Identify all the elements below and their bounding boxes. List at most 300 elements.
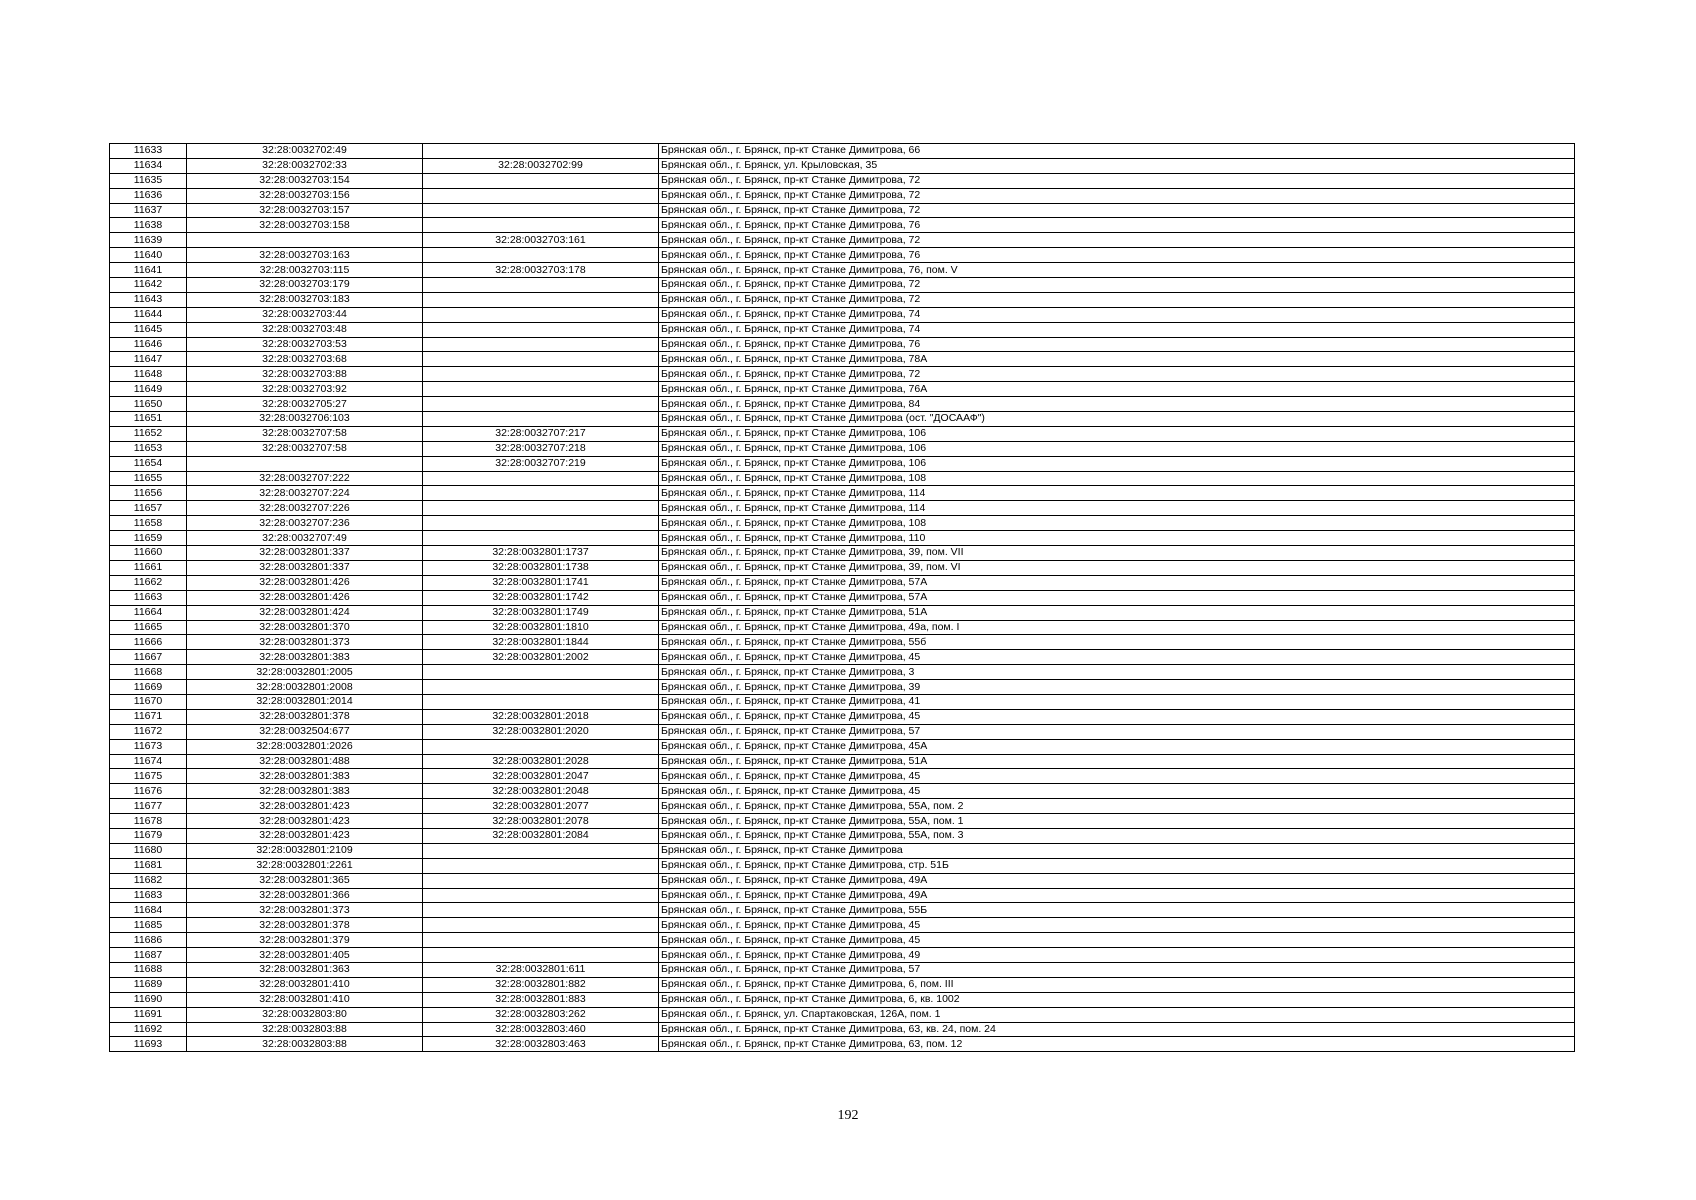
related-cadastral-number-cell: 32:28:0032801:882 bbox=[423, 977, 659, 992]
cadastral-number-cell: 32:28:0032801:488 bbox=[187, 754, 423, 769]
cadastral-number-cell: 32:28:0032707:58 bbox=[187, 426, 423, 441]
row-number-cell: 11672 bbox=[110, 724, 187, 739]
row-number-cell: 11652 bbox=[110, 426, 187, 441]
related-cadastral-number-cell: 32:28:0032801:2018 bbox=[423, 709, 659, 724]
table-row bbox=[110, 724, 1575, 739]
table-row bbox=[110, 650, 1575, 665]
table-row bbox=[110, 352, 1575, 367]
related-cadastral-number-cell: 32:28:0032801:2002 bbox=[423, 650, 659, 665]
related-cadastral-number-cell bbox=[423, 218, 659, 233]
row-number-cell: 11636 bbox=[110, 188, 187, 203]
cadastral-number-cell: 32:28:0032801:423 bbox=[187, 799, 423, 814]
address-cell: Брянская обл., г. Брянск, пр-кт Станке Димитрова, 72 bbox=[659, 233, 1575, 248]
row-number-cell: 11658 bbox=[110, 516, 187, 531]
table-row bbox=[110, 888, 1575, 903]
related-cadastral-number-cell: 32:28:0032801:1749 bbox=[423, 605, 659, 620]
table-row bbox=[110, 769, 1575, 784]
address-cell: Брянская обл., г. Брянск, пр-кт Станке Димитрова, 55А, пом. 1 bbox=[659, 814, 1575, 829]
related-cadastral-number-cell bbox=[423, 739, 659, 754]
cadastral-number-cell: 32:28:0032801:379 bbox=[187, 933, 423, 948]
row-number-cell: 11647 bbox=[110, 352, 187, 367]
address-cell: Брянская обл., г. Брянск, пр-кт Станке Димитрова, 51А bbox=[659, 605, 1575, 620]
cadastral-number-cell: 32:28:0032801:426 bbox=[187, 575, 423, 590]
address-cell: Брянская обл., г. Брянск, ул. Крыловская, 35 bbox=[659, 158, 1575, 173]
cadastral-number-cell: 32:28:0032801:2261 bbox=[187, 858, 423, 873]
row-number-cell: 11687 bbox=[110, 948, 187, 963]
cadastral-number-cell: 32:28:0032707:224 bbox=[187, 486, 423, 501]
related-cadastral-number-cell: 32:28:0032801:2020 bbox=[423, 724, 659, 739]
related-cadastral-number-cell: 32:28:0032803:460 bbox=[423, 1022, 659, 1037]
table-row bbox=[110, 858, 1575, 873]
row-number-cell: 11677 bbox=[110, 799, 187, 814]
row-number-cell: 11674 bbox=[110, 754, 187, 769]
row-number-cell: 11692 bbox=[110, 1022, 187, 1037]
table-row bbox=[110, 1037, 1575, 1052]
address-cell: Брянская обл., г. Брянск, пр-кт Станке Димитрова, 76А bbox=[659, 382, 1575, 397]
related-cadastral-number-cell bbox=[423, 203, 659, 218]
cadastral-number-cell: 32:28:0032803:80 bbox=[187, 1007, 423, 1022]
table-row bbox=[110, 278, 1575, 293]
address-cell: Брянская обл., г. Брянск, пр-кт Станке Димитрова, 45 bbox=[659, 650, 1575, 665]
cadastral-number-cell: 32:28:0032703:158 bbox=[187, 218, 423, 233]
row-number-cell: 11682 bbox=[110, 873, 187, 888]
related-cadastral-number-cell bbox=[423, 948, 659, 963]
address-cell: Брянская обл., г. Брянск, пр-кт Станке Димитрова, 114 bbox=[659, 486, 1575, 501]
cadastral-number-cell: 32:28:0032801:383 bbox=[187, 769, 423, 784]
address-cell: Брянская обл., г. Брянск, пр-кт Станке Димитрова, стр. 51Б bbox=[659, 858, 1575, 873]
table-row bbox=[110, 337, 1575, 352]
cadastral-number-cell: 32:28:0032703:183 bbox=[187, 292, 423, 307]
table-row bbox=[110, 471, 1575, 486]
row-number-cell: 11669 bbox=[110, 680, 187, 695]
row-number-cell: 11666 bbox=[110, 635, 187, 650]
table-row bbox=[110, 948, 1575, 963]
address-cell: Брянская обл., г. Брянск, пр-кт Станке Димитрова, 76, пом. V bbox=[659, 263, 1575, 278]
table-row bbox=[110, 933, 1575, 948]
row-number-cell: 11643 bbox=[110, 292, 187, 307]
row-number-cell: 11667 bbox=[110, 650, 187, 665]
address-cell: Брянская обл., г. Брянск, пр-кт Станке Димитрова, 76 bbox=[659, 337, 1575, 352]
cadastral-number-cell: 32:28:0032706:103 bbox=[187, 412, 423, 427]
cadastral-number-cell: 32:28:0032801:2026 bbox=[187, 739, 423, 754]
address-cell: Брянская обл., г. Брянск, пр-кт Станке Димитрова, 41 bbox=[659, 694, 1575, 709]
table-row bbox=[110, 501, 1575, 516]
table-row bbox=[110, 233, 1575, 248]
address-cell: Брянская обл., г. Брянск, пр-кт Станке Димитрова, 3 bbox=[659, 665, 1575, 680]
row-number-cell: 11675 bbox=[110, 769, 187, 784]
table-row bbox=[110, 382, 1575, 397]
address-cell: Брянская обл., г. Брянск, пр-кт Станке Димитрова, 45 bbox=[659, 769, 1575, 784]
table-row bbox=[110, 903, 1575, 918]
related-cadastral-number-cell: 32:28:0032803:463 bbox=[423, 1037, 659, 1052]
table-row bbox=[110, 516, 1575, 531]
row-number-cell: 11640 bbox=[110, 248, 187, 263]
related-cadastral-number-cell: 32:28:0032801:1741 bbox=[423, 575, 659, 590]
address-cell: Брянская обл., г. Брянск, пр-кт Станке Димитрова, 55б bbox=[659, 635, 1575, 650]
address-cell: Брянская обл., г. Брянск, пр-кт Станке Димитрова, 78А bbox=[659, 352, 1575, 367]
related-cadastral-number-cell bbox=[423, 531, 659, 546]
cadastral-number-cell: 32:28:0032803:88 bbox=[187, 1022, 423, 1037]
row-number-cell: 11660 bbox=[110, 546, 187, 561]
row-number-cell: 11678 bbox=[110, 814, 187, 829]
related-cadastral-number-cell bbox=[423, 248, 659, 263]
table-row bbox=[110, 709, 1575, 724]
address-cell: Брянская обл., г. Брянск, пр-кт Станке Димитрова, 39, пом. VI bbox=[659, 560, 1575, 575]
address-cell: Брянская обл., г. Брянск, пр-кт Станке Димитрова, 45 bbox=[659, 918, 1575, 933]
related-cadastral-number-cell: 32:28:0032707:219 bbox=[423, 456, 659, 471]
related-cadastral-number-cell bbox=[423, 322, 659, 337]
cadastral-number-cell: 32:28:0032703:156 bbox=[187, 188, 423, 203]
table-row bbox=[110, 665, 1575, 680]
address-cell: Брянская обл., г. Брянск, пр-кт Станке Димитрова, 76 bbox=[659, 248, 1575, 263]
address-cell: Брянская обл., г. Брянск, пр-кт Станке Димитрова, 72 bbox=[659, 367, 1575, 382]
related-cadastral-number-cell bbox=[423, 888, 659, 903]
row-number-cell: 11688 bbox=[110, 962, 187, 977]
address-cell: Брянская обл., г. Брянск, пр-кт Станке Димитрова, 84 bbox=[659, 397, 1575, 412]
address-cell: Брянская обл., г. Брянск, ул. Спартаковская, 126А, пом. 1 bbox=[659, 1007, 1575, 1022]
table-row bbox=[110, 456, 1575, 471]
related-cadastral-number-cell: 32:28:0032801:2084 bbox=[423, 828, 659, 843]
table-row bbox=[110, 784, 1575, 799]
row-number-cell: 11645 bbox=[110, 322, 187, 337]
cadastral-number-cell: 32:28:0032801:423 bbox=[187, 814, 423, 829]
cadastral-number-cell: 32:28:0032705:27 bbox=[187, 397, 423, 412]
page-number: 192 bbox=[837, 1108, 859, 1123]
related-cadastral-number-cell bbox=[423, 501, 659, 516]
address-cell: Брянская обл., г. Брянск, пр-кт Станке Димитрова, 74 bbox=[659, 322, 1575, 337]
related-cadastral-number-cell: 32:28:0032801:2048 bbox=[423, 784, 659, 799]
row-number-cell: 11649 bbox=[110, 382, 187, 397]
table-row bbox=[110, 307, 1575, 322]
row-number-cell: 11638 bbox=[110, 218, 187, 233]
row-number-cell: 11635 bbox=[110, 173, 187, 188]
cadastral-number-cell: 32:28:0032801:370 bbox=[187, 620, 423, 635]
related-cadastral-number-cell bbox=[423, 858, 659, 873]
table-row bbox=[110, 188, 1575, 203]
address-cell: Брянская обл., г. Брянск, пр-кт Станке Димитрова, 72 bbox=[659, 173, 1575, 188]
row-number-cell: 11646 bbox=[110, 337, 187, 352]
cadastral-number-cell: 32:28:0032703:48 bbox=[187, 322, 423, 337]
table-row bbox=[110, 590, 1575, 605]
table-row bbox=[110, 962, 1575, 977]
table-row bbox=[110, 546, 1575, 561]
address-cell: Брянская обл., г. Брянск, пр-кт Станке Димитрова, 106 bbox=[659, 456, 1575, 471]
cadastral-number-cell: 32:28:0032707:222 bbox=[187, 471, 423, 486]
cadastral-number-cell: 32:28:0032707:236 bbox=[187, 516, 423, 531]
related-cadastral-number-cell bbox=[423, 486, 659, 501]
row-number-cell: 11655 bbox=[110, 471, 187, 486]
address-cell: Брянская обл., г. Брянск, пр-кт Станке Димитрова, 55Б bbox=[659, 903, 1575, 918]
related-cadastral-number-cell bbox=[423, 367, 659, 382]
related-cadastral-number-cell: 32:28:0032703:178 bbox=[423, 263, 659, 278]
address-cell: Брянская обл., г. Брянск, пр-кт Станке Димитрова, 6, кв. 1002 bbox=[659, 992, 1575, 1007]
row-number-cell: 11670 bbox=[110, 694, 187, 709]
related-cadastral-number-cell bbox=[423, 307, 659, 322]
cadastral-number-cell: 32:28:0032703:68 bbox=[187, 352, 423, 367]
row-number-cell: 11691 bbox=[110, 1007, 187, 1022]
related-cadastral-number-cell: 32:28:0032801:2077 bbox=[423, 799, 659, 814]
related-cadastral-number-cell bbox=[423, 292, 659, 307]
registry-table bbox=[109, 143, 1575, 1052]
cadastral-number-cell: 32:28:0032801:424 bbox=[187, 605, 423, 620]
row-number-cell: 11657 bbox=[110, 501, 187, 516]
row-number-cell: 11648 bbox=[110, 367, 187, 382]
cadastral-number-cell: 32:28:0032801:383 bbox=[187, 650, 423, 665]
related-cadastral-number-cell: 32:28:0032801:611 bbox=[423, 962, 659, 977]
table-row bbox=[110, 575, 1575, 590]
address-cell: Брянская обл., г. Брянск, пр-кт Станке Димитрова, 57А bbox=[659, 575, 1575, 590]
cadastral-number-cell: 32:28:0032703:163 bbox=[187, 248, 423, 263]
address-cell: Брянская обл., г. Брянск, пр-кт Станке Димитрова, 49 bbox=[659, 948, 1575, 963]
table-row bbox=[110, 322, 1575, 337]
related-cadastral-number-cell: 32:28:0032801:1844 bbox=[423, 635, 659, 650]
address-cell: Брянская обл., г. Брянск, пр-кт Станке Димитрова, 57 bbox=[659, 724, 1575, 739]
address-cell: Брянская обл., г. Брянск, пр-кт Станке Димитрова, 55А, пом. 3 bbox=[659, 828, 1575, 843]
cadastral-number-cell: 32:28:0032703:88 bbox=[187, 367, 423, 382]
row-number-cell: 11651 bbox=[110, 412, 187, 427]
related-cadastral-number-cell: 32:28:0032707:217 bbox=[423, 426, 659, 441]
address-cell: Брянская обл., г. Брянск, пр-кт Станке Димитрова, 76 bbox=[659, 218, 1575, 233]
row-number-cell: 11681 bbox=[110, 858, 187, 873]
cadastral-number-cell: 32:28:0032703:179 bbox=[187, 278, 423, 293]
cadastral-number-cell bbox=[187, 456, 423, 471]
table-row bbox=[110, 560, 1575, 575]
cadastral-number-cell: 32:28:0032801:337 bbox=[187, 546, 423, 561]
cadastral-number-cell: 32:28:0032801:405 bbox=[187, 948, 423, 963]
table-row bbox=[110, 397, 1575, 412]
cadastral-number-cell: 32:28:0032801:365 bbox=[187, 873, 423, 888]
table-row bbox=[110, 263, 1575, 278]
table-row bbox=[110, 620, 1575, 635]
table-row bbox=[110, 486, 1575, 501]
table-row bbox=[110, 680, 1575, 695]
related-cadastral-number-cell bbox=[423, 694, 659, 709]
cadastral-number-cell: 32:28:0032801:378 bbox=[187, 918, 423, 933]
related-cadastral-number-cell bbox=[423, 278, 659, 293]
row-number-cell: 11661 bbox=[110, 560, 187, 575]
cadastral-number-cell: 32:28:0032801:423 bbox=[187, 828, 423, 843]
address-cell: Брянская обл., г. Брянск, пр-кт Станке Димитрова, 106 bbox=[659, 441, 1575, 456]
related-cadastral-number-cell bbox=[423, 516, 659, 531]
row-number-cell: 11680 bbox=[110, 843, 187, 858]
cadastral-number-cell: 32:28:0032702:49 bbox=[187, 144, 423, 159]
address-cell: Брянская обл., г. Брянск, пр-кт Станке Димитрова, 114 bbox=[659, 501, 1575, 516]
cadastral-number-cell: 32:28:0032801:373 bbox=[187, 903, 423, 918]
cadastral-number-cell: 32:28:0032801:373 bbox=[187, 635, 423, 650]
address-cell: Брянская обл., г. Брянск, пр-кт Станке Димитрова, 106 bbox=[659, 426, 1575, 441]
registry-table-body bbox=[110, 144, 1575, 1052]
row-number-cell: 11679 bbox=[110, 828, 187, 843]
row-number-cell: 11650 bbox=[110, 397, 187, 412]
row-number-cell: 11685 bbox=[110, 918, 187, 933]
cadastral-number-cell: 32:28:0032703:157 bbox=[187, 203, 423, 218]
cadastral-number-cell: 32:28:0032707:49 bbox=[187, 531, 423, 546]
related-cadastral-number-cell bbox=[423, 903, 659, 918]
table-row bbox=[110, 992, 1575, 1007]
address-cell: Брянская обл., г. Брянск, пр-кт Станке Димитрова, 45 bbox=[659, 933, 1575, 948]
address-cell: Брянская обл., г. Брянск, пр-кт Станке Димитрова, 74 bbox=[659, 307, 1575, 322]
cadastral-number-cell: 32:28:0032703:154 bbox=[187, 173, 423, 188]
table-row bbox=[110, 144, 1575, 159]
row-number-cell: 11676 bbox=[110, 784, 187, 799]
related-cadastral-number-cell bbox=[423, 144, 659, 159]
related-cadastral-number-cell bbox=[423, 397, 659, 412]
cadastral-number-cell: 32:28:0032801:378 bbox=[187, 709, 423, 724]
table-row bbox=[110, 977, 1575, 992]
address-cell: Брянская обл., г. Брянск, пр-кт Станке Димитрова, 72 bbox=[659, 203, 1575, 218]
address-cell: Брянская обл., г. Брянск, пр-кт Станке Димитрова, 49а, пом. I bbox=[659, 620, 1575, 635]
row-number-cell: 11644 bbox=[110, 307, 187, 322]
table-row bbox=[110, 1022, 1575, 1037]
table-row bbox=[110, 918, 1575, 933]
row-number-cell: 11693 bbox=[110, 1037, 187, 1052]
address-cell: Брянская обл., г. Брянск, пр-кт Станке Димитрова, 51А bbox=[659, 754, 1575, 769]
table-row bbox=[110, 441, 1575, 456]
related-cadastral-number-cell bbox=[423, 188, 659, 203]
address-cell: Брянская обл., г. Брянск, пр-кт Станке Димитрова, 39 bbox=[659, 680, 1575, 695]
related-cadastral-number-cell bbox=[423, 382, 659, 397]
row-number-cell: 11633 bbox=[110, 144, 187, 159]
cadastral-number-cell: 32:28:0032801:2005 bbox=[187, 665, 423, 680]
address-cell: Брянская обл., г. Брянск, пр-кт Станке Димитрова, 63, пом. 12 bbox=[659, 1037, 1575, 1052]
address-cell: Брянская обл., г. Брянск, пр-кт Станке Димитрова, 57А bbox=[659, 590, 1575, 605]
table-row bbox=[110, 203, 1575, 218]
row-number-cell: 11639 bbox=[110, 233, 187, 248]
cadastral-number-cell: 32:28:0032801:410 bbox=[187, 992, 423, 1007]
row-number-cell: 11637 bbox=[110, 203, 187, 218]
address-cell: Брянская обл., г. Брянск, пр-кт Станке Димитрова, 45 bbox=[659, 784, 1575, 799]
address-cell: Брянская обл., г. Брянск, пр-кт Станке Димитрова, 45 bbox=[659, 709, 1575, 724]
related-cadastral-number-cell: 32:28:0032801:2028 bbox=[423, 754, 659, 769]
row-number-cell: 11634 bbox=[110, 158, 187, 173]
cadastral-number-cell: 32:28:0032801:410 bbox=[187, 977, 423, 992]
table-row bbox=[110, 754, 1575, 769]
table-row bbox=[110, 635, 1575, 650]
related-cadastral-number-cell: 32:28:0032702:99 bbox=[423, 158, 659, 173]
table-row bbox=[110, 873, 1575, 888]
row-number-cell: 11662 bbox=[110, 575, 187, 590]
table-row bbox=[110, 694, 1575, 709]
cadastral-number-cell: 32:28:0032707:58 bbox=[187, 441, 423, 456]
address-cell: Брянская обл., г. Брянск, пр-кт Станке Димитрова, 72 bbox=[659, 188, 1575, 203]
cadastral-number-cell: 32:28:0032504:677 bbox=[187, 724, 423, 739]
row-number-cell: 11665 bbox=[110, 620, 187, 635]
cadastral-number-cell: 32:28:0032707:226 bbox=[187, 501, 423, 516]
row-number-cell: 11683 bbox=[110, 888, 187, 903]
row-number-cell: 11663 bbox=[110, 590, 187, 605]
related-cadastral-number-cell: 32:28:0032801:2078 bbox=[423, 814, 659, 829]
address-cell: Брянская обл., г. Брянск, пр-кт Станке Димитрова, 72 bbox=[659, 292, 1575, 307]
address-cell: Брянская обл., г. Брянск, пр-кт Станке Димитрова, 45А bbox=[659, 739, 1575, 754]
table-row bbox=[110, 173, 1575, 188]
cadastral-number-cell: 32:28:0032703:44 bbox=[187, 307, 423, 322]
cadastral-number-cell: 32:28:0032803:88 bbox=[187, 1037, 423, 1052]
related-cadastral-number-cell: 32:28:0032801:1742 bbox=[423, 590, 659, 605]
related-cadastral-number-cell: 32:28:0032803:262 bbox=[423, 1007, 659, 1022]
table-row bbox=[110, 605, 1575, 620]
cadastral-number-cell: 32:28:0032801:337 bbox=[187, 560, 423, 575]
address-cell: Брянская обл., г. Брянск, пр-кт Станке Димитрова, 108 bbox=[659, 516, 1575, 531]
cadastral-number-cell: 32:28:0032801:366 bbox=[187, 888, 423, 903]
cadastral-number-cell bbox=[187, 233, 423, 248]
address-cell: Брянская обл., г. Брянск, пр-кт Станке Димитрова, 66 bbox=[659, 144, 1575, 159]
related-cadastral-number-cell bbox=[423, 471, 659, 486]
related-cadastral-number-cell bbox=[423, 412, 659, 427]
related-cadastral-number-cell bbox=[423, 337, 659, 352]
table-row bbox=[110, 412, 1575, 427]
row-number-cell: 11654 bbox=[110, 456, 187, 471]
row-number-cell: 11689 bbox=[110, 977, 187, 992]
cadastral-number-cell: 32:28:0032801:2109 bbox=[187, 843, 423, 858]
related-cadastral-number-cell: 32:28:0032801:1738 bbox=[423, 560, 659, 575]
address-cell: Брянская обл., г. Брянск, пр-кт Станке Димитрова, 108 bbox=[659, 471, 1575, 486]
table-row bbox=[110, 843, 1575, 858]
cadastral-number-cell: 32:28:0032801:383 bbox=[187, 784, 423, 799]
related-cadastral-number-cell: 32:28:0032801:1810 bbox=[423, 620, 659, 635]
address-cell: Брянская обл., г. Брянск, пр-кт Станке Димитрова, 72 bbox=[659, 278, 1575, 293]
row-number-cell: 11659 bbox=[110, 531, 187, 546]
related-cadastral-number-cell: 32:28:0032801:1737 bbox=[423, 546, 659, 561]
row-number-cell: 11668 bbox=[110, 665, 187, 680]
cadastral-number-cell: 32:28:0032801:2014 bbox=[187, 694, 423, 709]
table-row bbox=[110, 531, 1575, 546]
row-number-cell: 11641 bbox=[110, 263, 187, 278]
address-cell: Брянская обл., г. Брянск, пр-кт Станке Димитрова, 57 bbox=[659, 962, 1575, 977]
cadastral-number-cell: 32:28:0032801:363 bbox=[187, 962, 423, 977]
row-number-cell: 11671 bbox=[110, 709, 187, 724]
table-row bbox=[110, 248, 1575, 263]
related-cadastral-number-cell: 32:28:0032703:161 bbox=[423, 233, 659, 248]
table-row bbox=[110, 426, 1575, 441]
table-row bbox=[110, 292, 1575, 307]
address-cell: Брянская обл., г. Брянск, пр-кт Станке Димитрова bbox=[659, 843, 1575, 858]
address-cell: Брянская обл., г. Брянск, пр-кт Станке Димитрова, 6, пом. III bbox=[659, 977, 1575, 992]
related-cadastral-number-cell bbox=[423, 680, 659, 695]
cadastral-number-cell: 32:28:0032703:53 bbox=[187, 337, 423, 352]
related-cadastral-number-cell bbox=[423, 665, 659, 680]
row-number-cell: 11653 bbox=[110, 441, 187, 456]
table-row bbox=[110, 799, 1575, 814]
cadastral-number-cell: 32:28:0032703:92 bbox=[187, 382, 423, 397]
table-row bbox=[110, 218, 1575, 233]
row-number-cell: 11656 bbox=[110, 486, 187, 501]
related-cadastral-number-cell bbox=[423, 352, 659, 367]
cadastral-number-cell: 32:28:0032801:2008 bbox=[187, 680, 423, 695]
cadastral-number-cell: 32:28:0032702:33 bbox=[187, 158, 423, 173]
row-number-cell: 11673 bbox=[110, 739, 187, 754]
related-cadastral-number-cell bbox=[423, 873, 659, 888]
related-cadastral-number-cell bbox=[423, 173, 659, 188]
table-row bbox=[110, 367, 1575, 382]
address-cell: Брянская обл., г. Брянск, пр-кт Станке Димитрова, 110 bbox=[659, 531, 1575, 546]
cadastral-number-cell: 32:28:0032703:115 bbox=[187, 263, 423, 278]
table-row bbox=[110, 739, 1575, 754]
table-row bbox=[110, 814, 1575, 829]
row-number-cell: 11642 bbox=[110, 278, 187, 293]
related-cadastral-number-cell: 32:28:0032801:2047 bbox=[423, 769, 659, 784]
table-row bbox=[110, 158, 1575, 173]
address-cell: Брянская обл., г. Брянск, пр-кт Станке Димитрова, 49А bbox=[659, 888, 1575, 903]
table-row bbox=[110, 828, 1575, 843]
cadastral-number-cell: 32:28:0032801:426 bbox=[187, 590, 423, 605]
row-number-cell: 11684 bbox=[110, 903, 187, 918]
address-cell: Брянская обл., г. Брянск, пр-кт Станке Димитрова, 63, кв. 24, пом. 24 bbox=[659, 1022, 1575, 1037]
table-row bbox=[110, 1007, 1575, 1022]
address-cell: Брянская обл., г. Брянск, пр-кт Станке Димитрова (ост. "ДОСААФ") bbox=[659, 412, 1575, 427]
related-cadastral-number-cell bbox=[423, 918, 659, 933]
related-cadastral-number-cell bbox=[423, 933, 659, 948]
related-cadastral-number-cell: 32:28:0032801:883 bbox=[423, 992, 659, 1007]
